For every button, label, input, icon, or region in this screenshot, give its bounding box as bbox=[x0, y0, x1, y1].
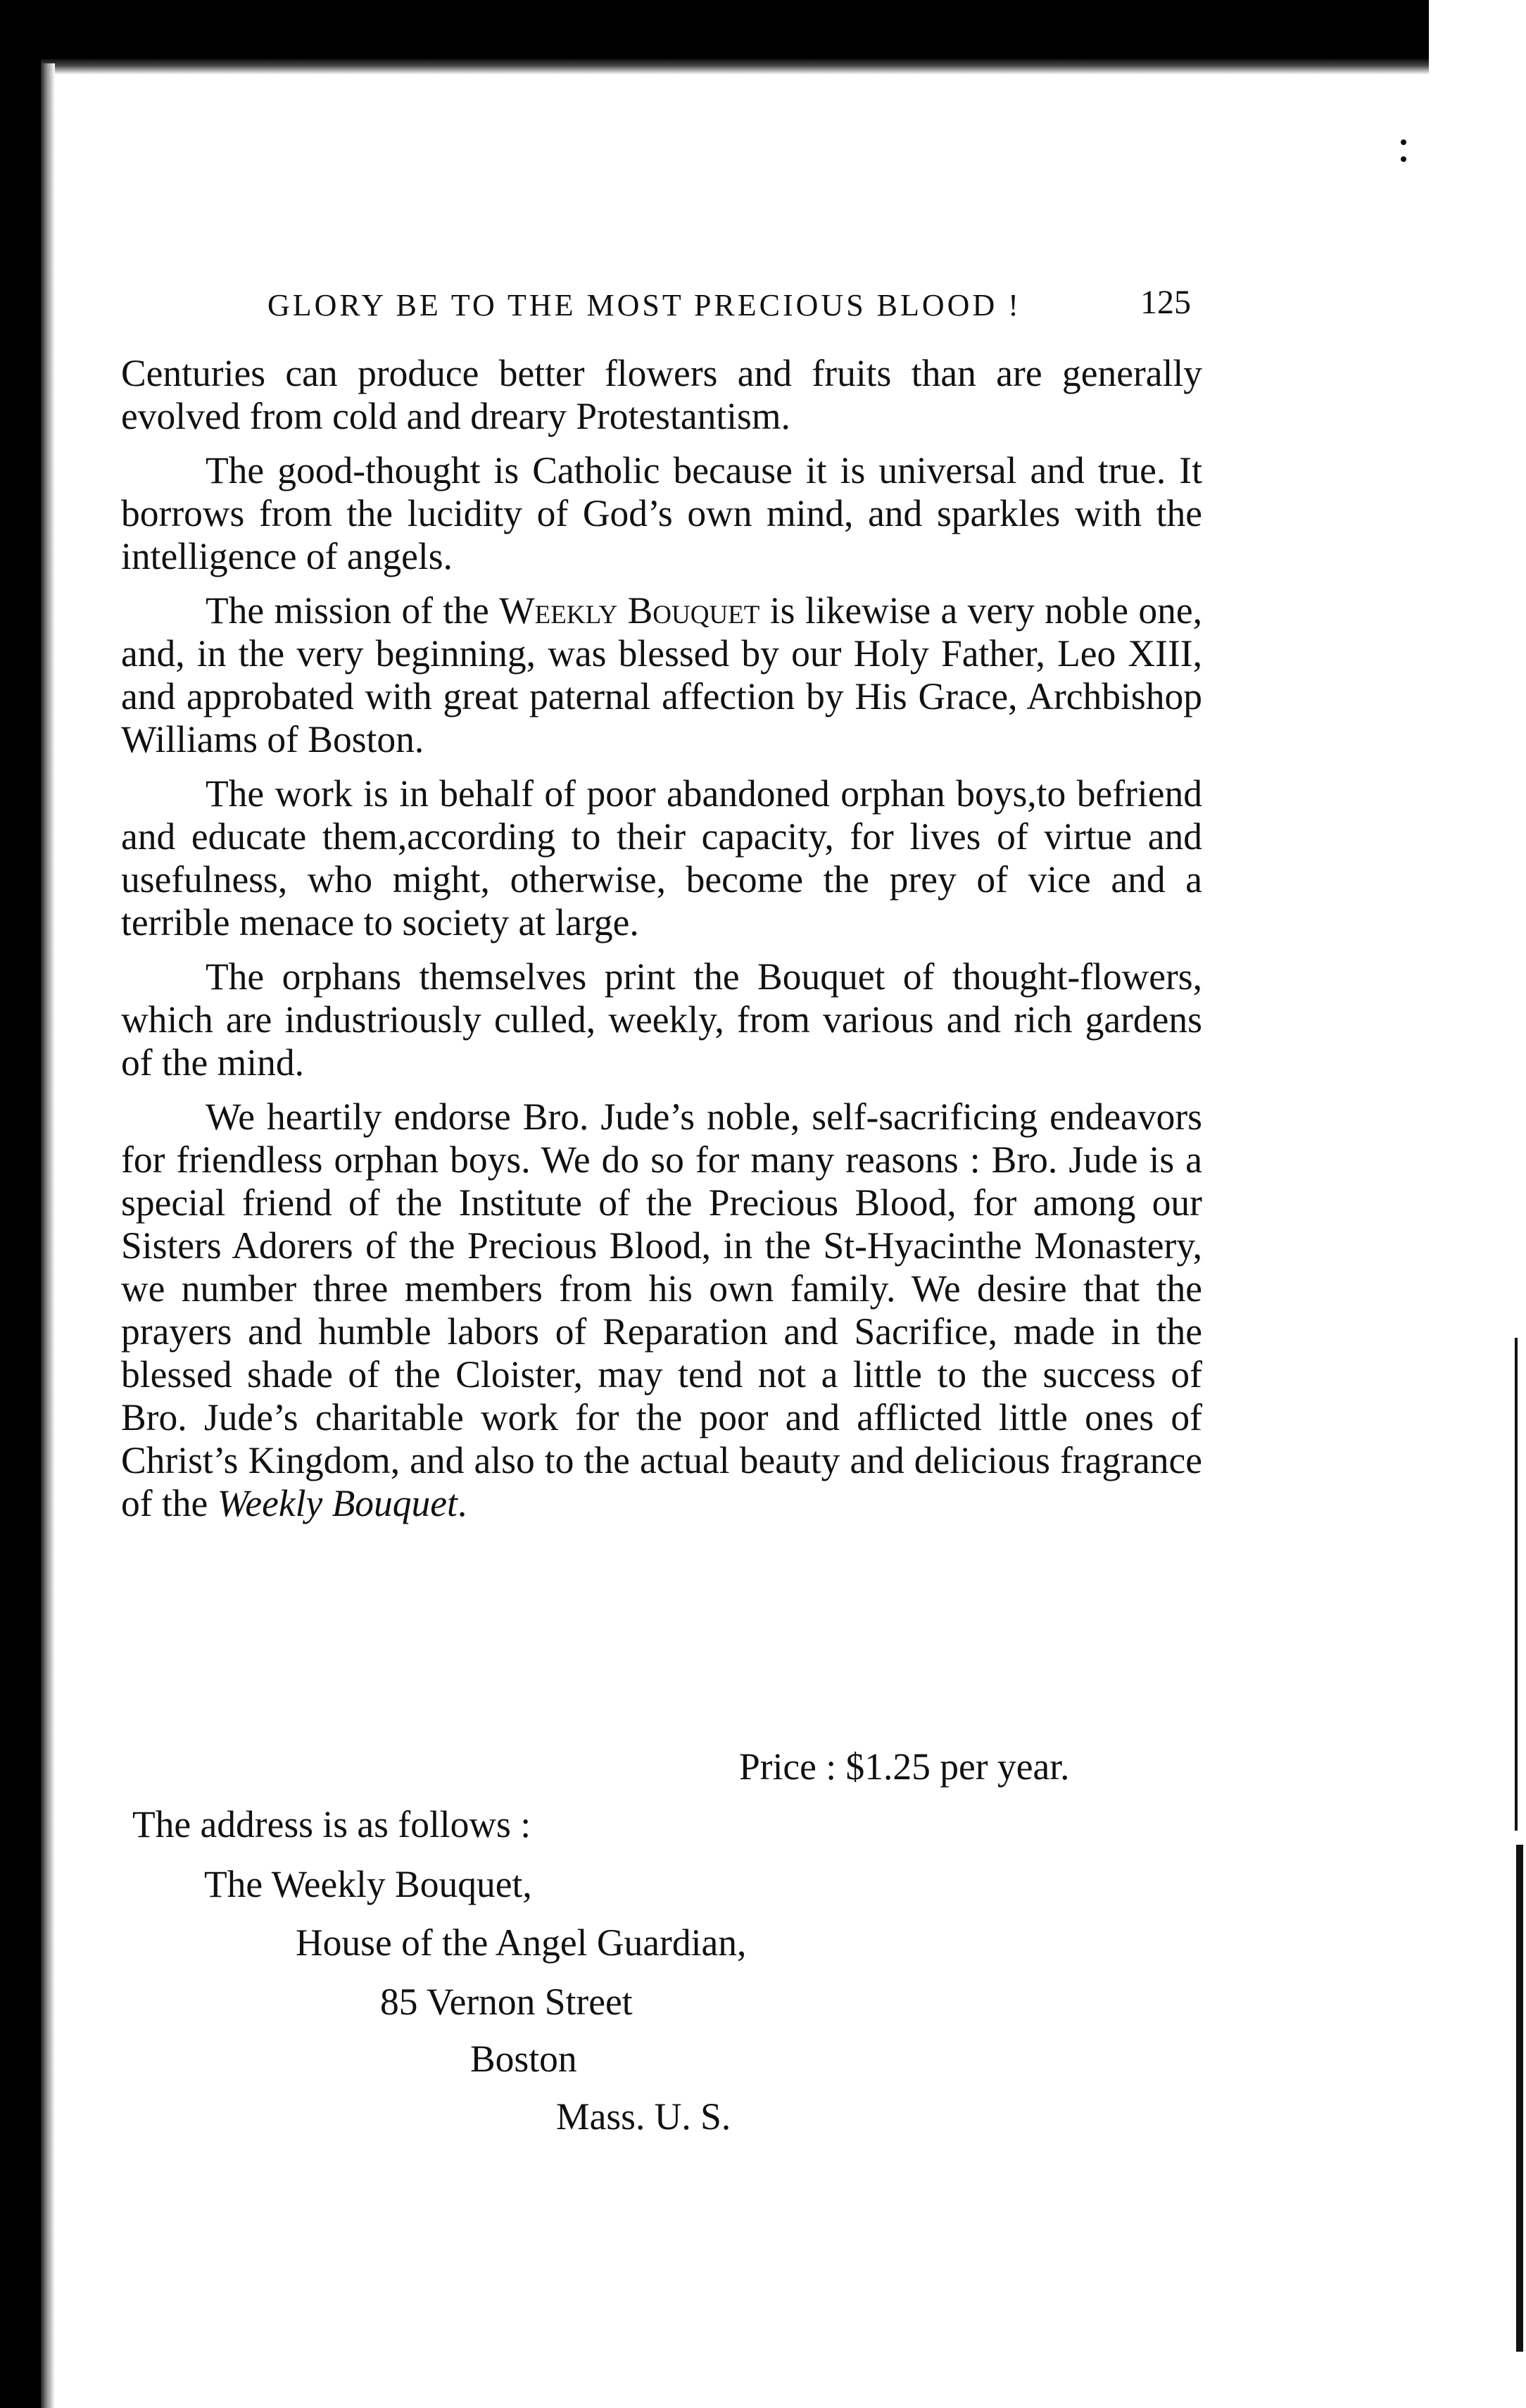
scan-top-border-shadow bbox=[0, 59, 1429, 75]
paragraph bbox=[121, 955, 1202, 1084]
address-line: 85 Vernon Street bbox=[380, 1981, 633, 2023]
paragraph bbox=[121, 772, 1202, 944]
scan-speck bbox=[1401, 139, 1406, 145]
scan-right-edge-mark bbox=[1515, 1338, 1518, 1831]
paragraph bbox=[121, 352, 1202, 438]
address-intro: The address is as follows : bbox=[132, 1803, 531, 1845]
address-line: Mass. U. S. bbox=[556, 2095, 731, 2138]
scan-speck bbox=[1401, 156, 1406, 162]
paragraph bbox=[121, 589, 1202, 761]
paragraph-text: We heartily endorse Bro. Jude’s noble, self-sacrificing endeavors for friendless orphan boys. We do so for many reasons : Bro. Jude is a special friend of the Institute of the Precious Blood, for among our Sisters Adorers of the Precious Blood, in the St-Hyacinthe Monastery, we number three members from his own family. We desire that the prayers and humble labors of Reparation and Sacrifice, made in the blessed shade of the Cloister, may tend not a little to the success of Bro. Jude’s charitable work for the poor and afflicted little ones of Christ’s Kingdom, and also to the actual beauty and delicious fragrance of the bbox=[121, 1096, 1202, 1524]
paragraph bbox=[121, 449, 1202, 578]
paragraph-text: The good-thought is Catholic because it is universal and true. It borrows from the lucidity of God’s own mind, and sparkles with the intelligence of angels. bbox=[121, 449, 1202, 577]
running-title: GLORY BE TO THE MOST PRECIOUS BLOOD ! bbox=[267, 288, 1021, 322]
body-text bbox=[121, 352, 1202, 1536]
paragraph bbox=[121, 1096, 1202, 1525]
publication-name: Weekly Bouquet bbox=[499, 589, 760, 632]
publication-name: Weekly Bouquet bbox=[217, 1482, 458, 1524]
paragraph-text: The orphans themselves print the Bouquet of thought-flowers, which are industriously culled, weekly, from various and rich gardens of the mind. bbox=[121, 955, 1202, 1084]
scan-right-edge-mark bbox=[1516, 1845, 1523, 2352]
scan-left-border bbox=[0, 0, 41, 2408]
paragraph-text: . bbox=[457, 1482, 467, 1524]
scan-left-border-shadow bbox=[41, 63, 55, 2408]
paragraph-text: Centuries can produce better flowers and fruits than are generally evolved from cold and dreary Protestantism. bbox=[121, 352, 1202, 437]
paragraph-text: is likewise a very noble one, and, in the very beginning, was blessed by our Holy Father, Leo XIII, and approbated with great paternal affection by His Grace, Archbishop Williams of Boston. bbox=[121, 589, 1202, 760]
address-line: Boston bbox=[470, 2038, 577, 2080]
paragraph-text: The mission of the bbox=[206, 589, 500, 632]
price-line: Price : $1.25 per year. bbox=[739, 1745, 1070, 1788]
address-line: The Weekly Bouquet, bbox=[204, 1863, 532, 1905]
page-number: 125 bbox=[1140, 284, 1191, 321]
paragraph-text: The work is in behalf of poor abandoned orphan boys,to befriend and educate them,according to their capacity, for lives of virtue and usefulness, who might, otherwise, become the prey of vice and a terrible menace to society at large. bbox=[121, 772, 1202, 943]
scan-top-border bbox=[0, 0, 1429, 62]
address-line: House of the Angel Guardian, bbox=[296, 1921, 747, 1964]
